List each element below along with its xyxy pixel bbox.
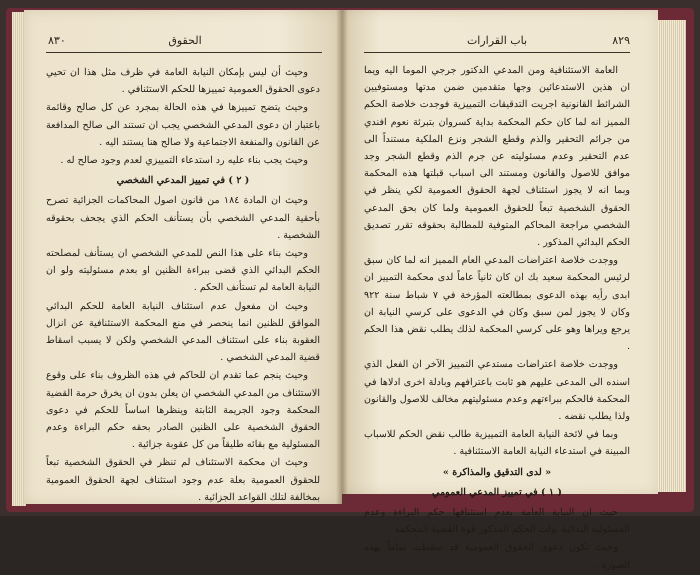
paragraph: وبما في لائحة النيابة العامة التمييزية طالب نقض الحكم للاسباب المبينة في استدعاء النيابة العامة الاستئنافية . bbox=[364, 429, 630, 458]
left-header-rule bbox=[46, 52, 322, 53]
left-page-body bbox=[46, 64, 320, 507]
paragraph: ووجدت خلاصة اعتراضات المدعي العام المميز انه لما كان سبق لرئيس المحكمة سعيد بك ان كان ثانياً عاماً لدى محكمة التمييز ان ابدى رأيه بهذه الدعوى بمطالعته المؤرخة في ٧ شباط سنة ٩٢٢ وكان لا يجوز لمن سبق وكان في الدعوى على كرسي النيابة ان يرجع ويراها وهو على كرسي المحكمة لذلك يطلب نقض هذا الحكم . bbox=[364, 255, 630, 353]
left-page bbox=[24, 10, 342, 504]
book-gutter bbox=[336, 10, 348, 504]
paragraph: وحيث ان محكمة الاستئناف لم تنظر في الحقوق الشخصية تبعاً للحقوق العمومية بعلة عدم وجود استئناف لجهة الحقوق العمومية بمخالفة لتلك القواعد الجزائية . bbox=[46, 457, 320, 503]
paragraph: وحيث يتضح تمييزها في هذه الحالة بمجرد عن كل صالح وقائمة باعتبار ان دعوى المدعي الشخصي يجب ان تستند الى صالح المدافعة عن القانون والمنفعة الاجتماعية ولا صالح هنا يستند اليه . bbox=[46, 102, 320, 148]
paragraph: وحيث يجب بناء عليه رد استدعاء التمييزي لعدم وجود صالح له . bbox=[60, 155, 308, 167]
paragraph: وحيث بناء على هذا النص للمدعي الشخصي ان يستأنف لمصلحته الحكم البدائي الذي قضى ببراءة الظنين او بعدم مسئوليته ولو ان النيابة العامة لم تستأنف الحكم . bbox=[46, 248, 320, 294]
paragraph: حيث ان النيابة العامة بعدم استئنافها حكم البراءة وعدم المسئولية البدائية نولت الحكم المذكور قوة القضية المحكمة . bbox=[364, 507, 630, 536]
paragraph: وحيث ان مفعول عدم استئناف النيابة العامة للحكم البدائي المواقق للظنين انما ينحصر في منع المحكمة الاستئنافية عن انزال العقوبة بناء على استئناف المدعي الشخصي ولكن لا يسبب اسقاط قضية المدعي الشخصي . bbox=[46, 300, 320, 364]
left-page-header bbox=[48, 34, 322, 52]
paragraph: وحيث ان المادة ١٨٤ من قانون اصول المحاكمات الجزائية تصرح بأحقية المدعي الشخصي بأن يستأنف الحكم الذي يجحف بحقوقه الشخصية . bbox=[46, 195, 320, 241]
right-header-rule bbox=[364, 52, 630, 53]
paragraph: وحيث أن ليس بإمكان النيابة العامة في ظرف مثل هذا ان تحيي دعوى الحقوق العمومية تمييزها للحكم الاستئنافي . bbox=[46, 67, 320, 96]
right-page-number: ٨٢٩ bbox=[612, 34, 630, 47]
page-edges-right bbox=[656, 20, 686, 492]
right-page-body bbox=[364, 62, 630, 575]
paragraph: ووجدت خلاصة اعتراضات مستدعي التمييز الآخر ان الفعل الذي اسنده الى المدعى عليهم هو ثابت باعترافهم وبادلة اخرى ادلاها في المحكمة فالحكم ببراءتهم وعدم مسئوليتهم مخالف للاصول والقانون ولذا يطلب نقضه . bbox=[364, 359, 630, 423]
section-heading: ( ٢ ) في تمييز المدعي الشخصي bbox=[116, 175, 250, 187]
section-heading: ( ١ ) في تمييز المدعي العمومي bbox=[432, 486, 562, 498]
paragraph: وحيث ينجم عما تقدم ان للحاكم في هذه الظروف بناء على وقوع الاستئناف من المدعي الشخصي ان يعلن بدون ان يخرق حرمة القضية المحكمة وجود الجريمة الثابتة وينظرها اساساً للحكم في دعوى الحقوق الشخصية على الظنين الصادر بحقه حكم البراءة وعدم المسئولية مع بقائه طليقاً من كل عقوبة جزائية . bbox=[46, 370, 320, 451]
right-page-header bbox=[364, 34, 630, 52]
paragraph: العامة الاستئنافية ومن المدعي الدكتور جرجي الموما اليه ويما ان هذين الاستدعائين وجها متقدمين ضمن مدتها ومستوفيين الشرائط القانونية اجريت التدقيقات التمييزية فوجدت خلاصة الحكم المميز انه لما كان حكم المحكمة بداية كسروان بتبرئة نعوم افندي من جرائم التحقير والذم وقطع الشجر ونزع الملكية مستنداً الى عدم التحقير وعدم مسئوليته عن جرم الذم وقطع الشجر وجد موافق للاصول والقانون ومستند الى اسباب قبلتها هذه المحكمة وبما انه لا يجوز استئناف لجهة الحقوق العمومية لكي ينظر في الحقوق الشخصية تبعاً للحقوق العمومية ولما كان بحق المدعي الشخصي مراجعة المحاكم المتوفية للمطالبة بحقوقه تقرر تصديق الحكم البدائي المذكور . bbox=[364, 65, 630, 249]
left-page-number: ٨٣٠ bbox=[48, 34, 66, 47]
paragraph: وحيث تكون دعوى الحقوق العمومية قد سقطت تماماً بهذه الصورة . bbox=[364, 542, 630, 571]
left-page-title: الحقوق bbox=[168, 34, 202, 47]
right-page-title: باب القرارات bbox=[466, 34, 528, 47]
section-heading: « لدى التدقيق والمذاكرة » bbox=[442, 466, 552, 478]
right-page bbox=[342, 10, 658, 571]
